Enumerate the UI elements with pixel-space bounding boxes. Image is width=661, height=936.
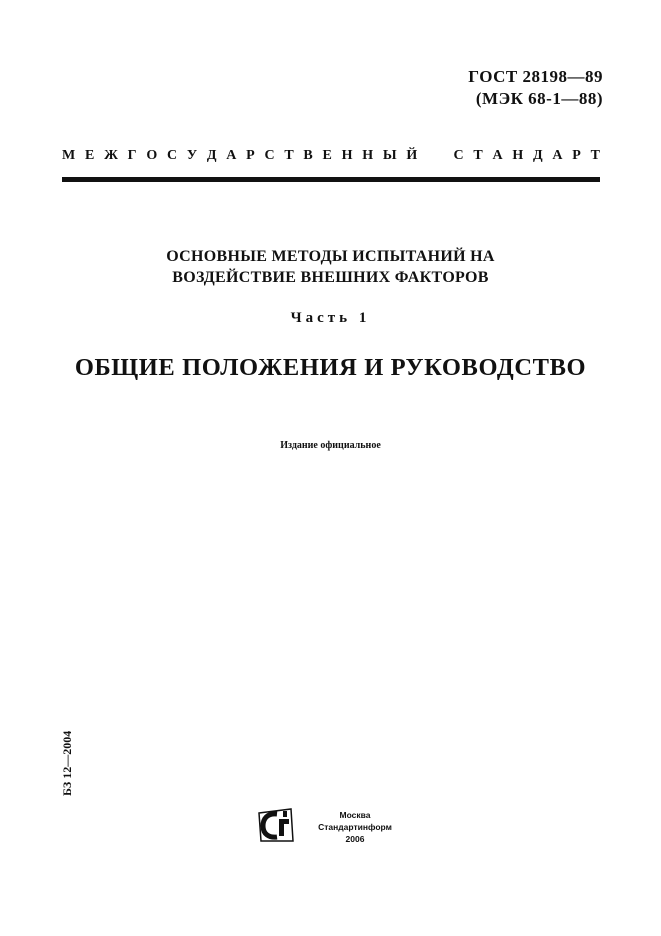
standard-type-letter: Н: [362, 148, 374, 163]
edition-label: Издание официальное: [280, 440, 381, 451]
standard-type-letter: Т: [473, 148, 483, 163]
standard-type-letter: С: [166, 148, 178, 163]
word-gap: [440, 148, 444, 164]
standard-type-letter: Й: [406, 148, 418, 163]
standard-type-heading: [62, 148, 600, 164]
standard-type-letter: А: [492, 148, 503, 163]
standard-type-letter: М: [62, 148, 76, 163]
publisher-year: 2006: [345, 834, 365, 844]
header-rule: [62, 177, 600, 182]
publisher-name: Стандартинформ: [318, 822, 392, 832]
gost-designation: [468, 66, 603, 110]
standard-type-letter: Е: [84, 148, 95, 163]
standard-type-letter: Д: [206, 148, 217, 163]
standard-type-letter: Ж: [104, 148, 118, 163]
standard-type-letter: Р: [572, 148, 581, 163]
standard-type-letter: Т: [590, 148, 600, 163]
standard-type-letter: С: [264, 148, 275, 163]
word-gap: [427, 148, 431, 164]
title-line-2: ВОЗДЕЙСТВИЕ ВНЕШНИХ ФАКТОРОВ: [172, 269, 489, 286]
publisher-block: [300, 809, 410, 845]
gost-number: ГОСТ 28198—89: [468, 67, 603, 86]
part-label: Часть 1: [290, 310, 371, 326]
standard-type-letter: Д: [533, 148, 543, 163]
standard-type-letter: В: [303, 148, 313, 163]
standard-type-letter: Ы: [382, 148, 397, 163]
standard-type-letter: Р: [246, 148, 255, 163]
standard-type-letter: А: [226, 148, 237, 163]
standard-type-letter: Г: [127, 148, 137, 163]
iec-number: (МЭК 68-1—88): [475, 89, 603, 108]
main-title: ОБЩИЕ ПОЛОЖЕНИЯ И РУКОВОДСТВО: [74, 354, 587, 381]
standard-type-letter: Е: [322, 148, 332, 163]
title-line-1: ОСНОВНЫЕ МЕТОДЫ ИСПЫТАНИЙ НА: [166, 248, 495, 265]
standard-type-letter: С: [453, 148, 464, 163]
document-title: [0, 246, 661, 288]
standard-type-letter: У: [186, 148, 198, 163]
standard-type-letter: О: [146, 148, 158, 163]
side-code: БЗ 12—2004: [60, 730, 74, 796]
publisher-city: Москва: [339, 810, 371, 820]
standard-type-letter: Т: [284, 148, 294, 163]
standard-type-letter: Н: [341, 148, 353, 163]
standard-type-letter: А: [552, 148, 563, 163]
standard-type-letter: Н: [512, 148, 524, 163]
standartinform-logo-icon: [255, 807, 297, 843]
